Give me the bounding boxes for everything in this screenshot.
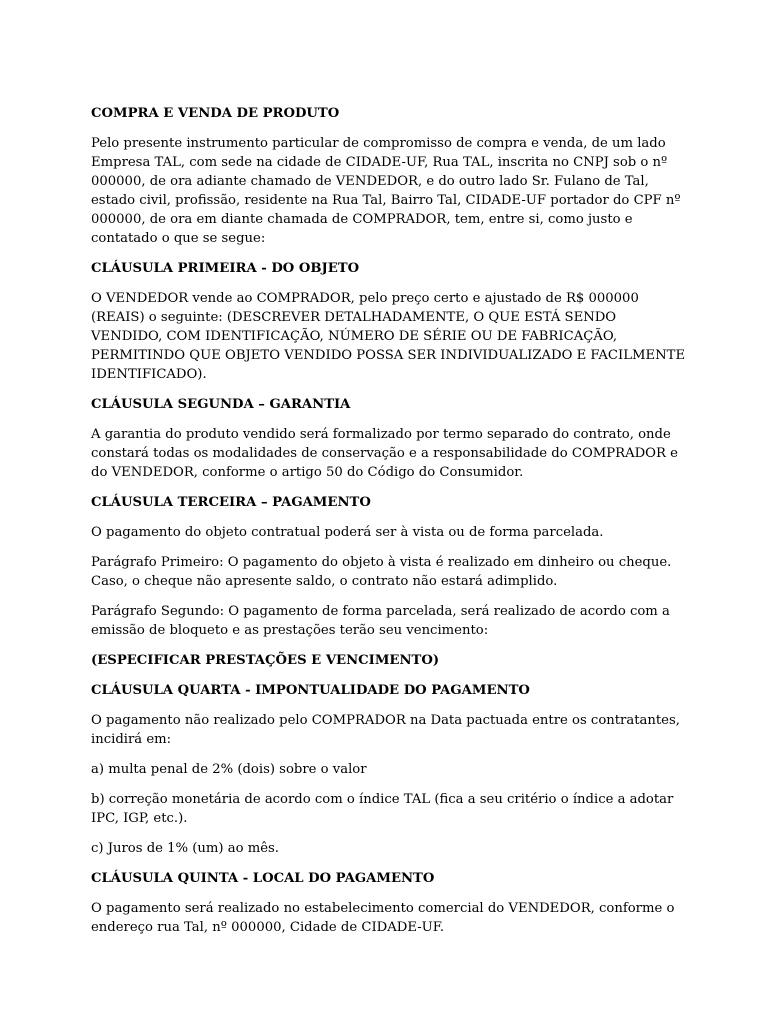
preamble-paragraph: Pelo presente instrumento particular de compromisso de compra e venda, de um lado Empresa TAL, com sede na cidade de CIDADE-UF, Rua TAL, inscrita no CNPJ sob o nº 000000, de ora adiante chamado de VENDEDOR, e do outro lado Sr. Fulano de Tal, estado civil, profissão, residente na Rua Tal, Bairro Tal, CIDADE-UF portador do CPF nº 000000, de ora em diante chamada de COMPRADOR, tem, entre si, como justo e contatado o que se segue: <box>91 136 681 246</box>
clause-2-heading: CLÁUSULA SEGUNDA – GARANTIA <box>91 397 351 412</box>
clause-1-text: O VENDEDOR vende ao COMPRADOR, pelo preço certo e ajustado de R$ 000000 (REAIS) o seguinte: (DESCREVER DETALHADAMENTE, O QUE ESTÁ SENDO VENDIDO, COM IDENTIFICAÇÃO, NÚMERO DE SÉRIE OU DE FABRICAÇÃO, PERMITINDO QUE OBJETO VENDIDO POSSA SER INDIVIDUALIZADO E FACILMENTE IDENTIFICADO). <box>91 291 686 382</box>
clause-4-heading: CLÁUSULA QUARTA - IMPONTUALIDADE DO PAGAMENTO <box>91 683 530 698</box>
clause-4-text: O pagamento não realizado pelo COMPRADOR na Data pactuada entre os contratantes, incidirá em: <box>91 713 680 747</box>
clause-3-paragraph-2: Parágrafo Segundo: O pagamento de forma parcelada, será realizado de acordo com a emissão de bloqueto e as prestações terão seu vencimento: <box>91 604 670 638</box>
clause-3-heading: CLÁUSULA TERCEIRA – PAGAMENTO <box>91 495 371 510</box>
document-page <box>91 104 686 948</box>
clause-3-specify-note: (ESPECIFICAR PRESTAÇÕES E VENCIMENTO) <box>91 653 440 668</box>
clause-3-paragraph-1: Parágrafo Primeiro: O pagamento do objeto à vista é realizado em dinheiro ou cheque. Caso, o cheque não apresente saldo, o contrato não estará adimplido. <box>91 555 672 589</box>
clause-5-text: O pagamento será realizado no estabelecimento comercial do VENDEDOR, conforme o endereço rua Tal, nº 000000, Cidade de CIDADE-UF. <box>91 901 675 935</box>
clause-4-item-c: c) Juros de 1% (um) ao mês. <box>91 841 279 856</box>
document-title: COMPRA E VENDA DE PRODUTO <box>91 106 340 121</box>
clause-1-heading: CLÁUSULA PRIMEIRA - DO OBJETO <box>91 261 360 276</box>
clause-4-item-b: b) correção monetária de acordo com o índice TAL (fica a seu critério o índice a adotar IPC, IGP, etc.). <box>91 792 674 826</box>
clause-3-text: O pagamento do objeto contratual poderá ser à vista ou de forma parcelada. <box>91 525 604 540</box>
clause-4-item-a: a) multa penal de 2% (dois) sobre o valor <box>91 762 367 777</box>
clause-2-text: A garantia do produto vendido será formalizado por termo separado do contrato, onde constará todas os modalidades de conservação e a responsabilidade do COMPRADOR e do VENDEDOR, conforme o artigo 50 do Código do Consumidor. <box>91 427 678 480</box>
clause-5-heading: CLÁUSULA QUINTA - LOCAL DO PAGAMENTO <box>91 871 435 886</box>
